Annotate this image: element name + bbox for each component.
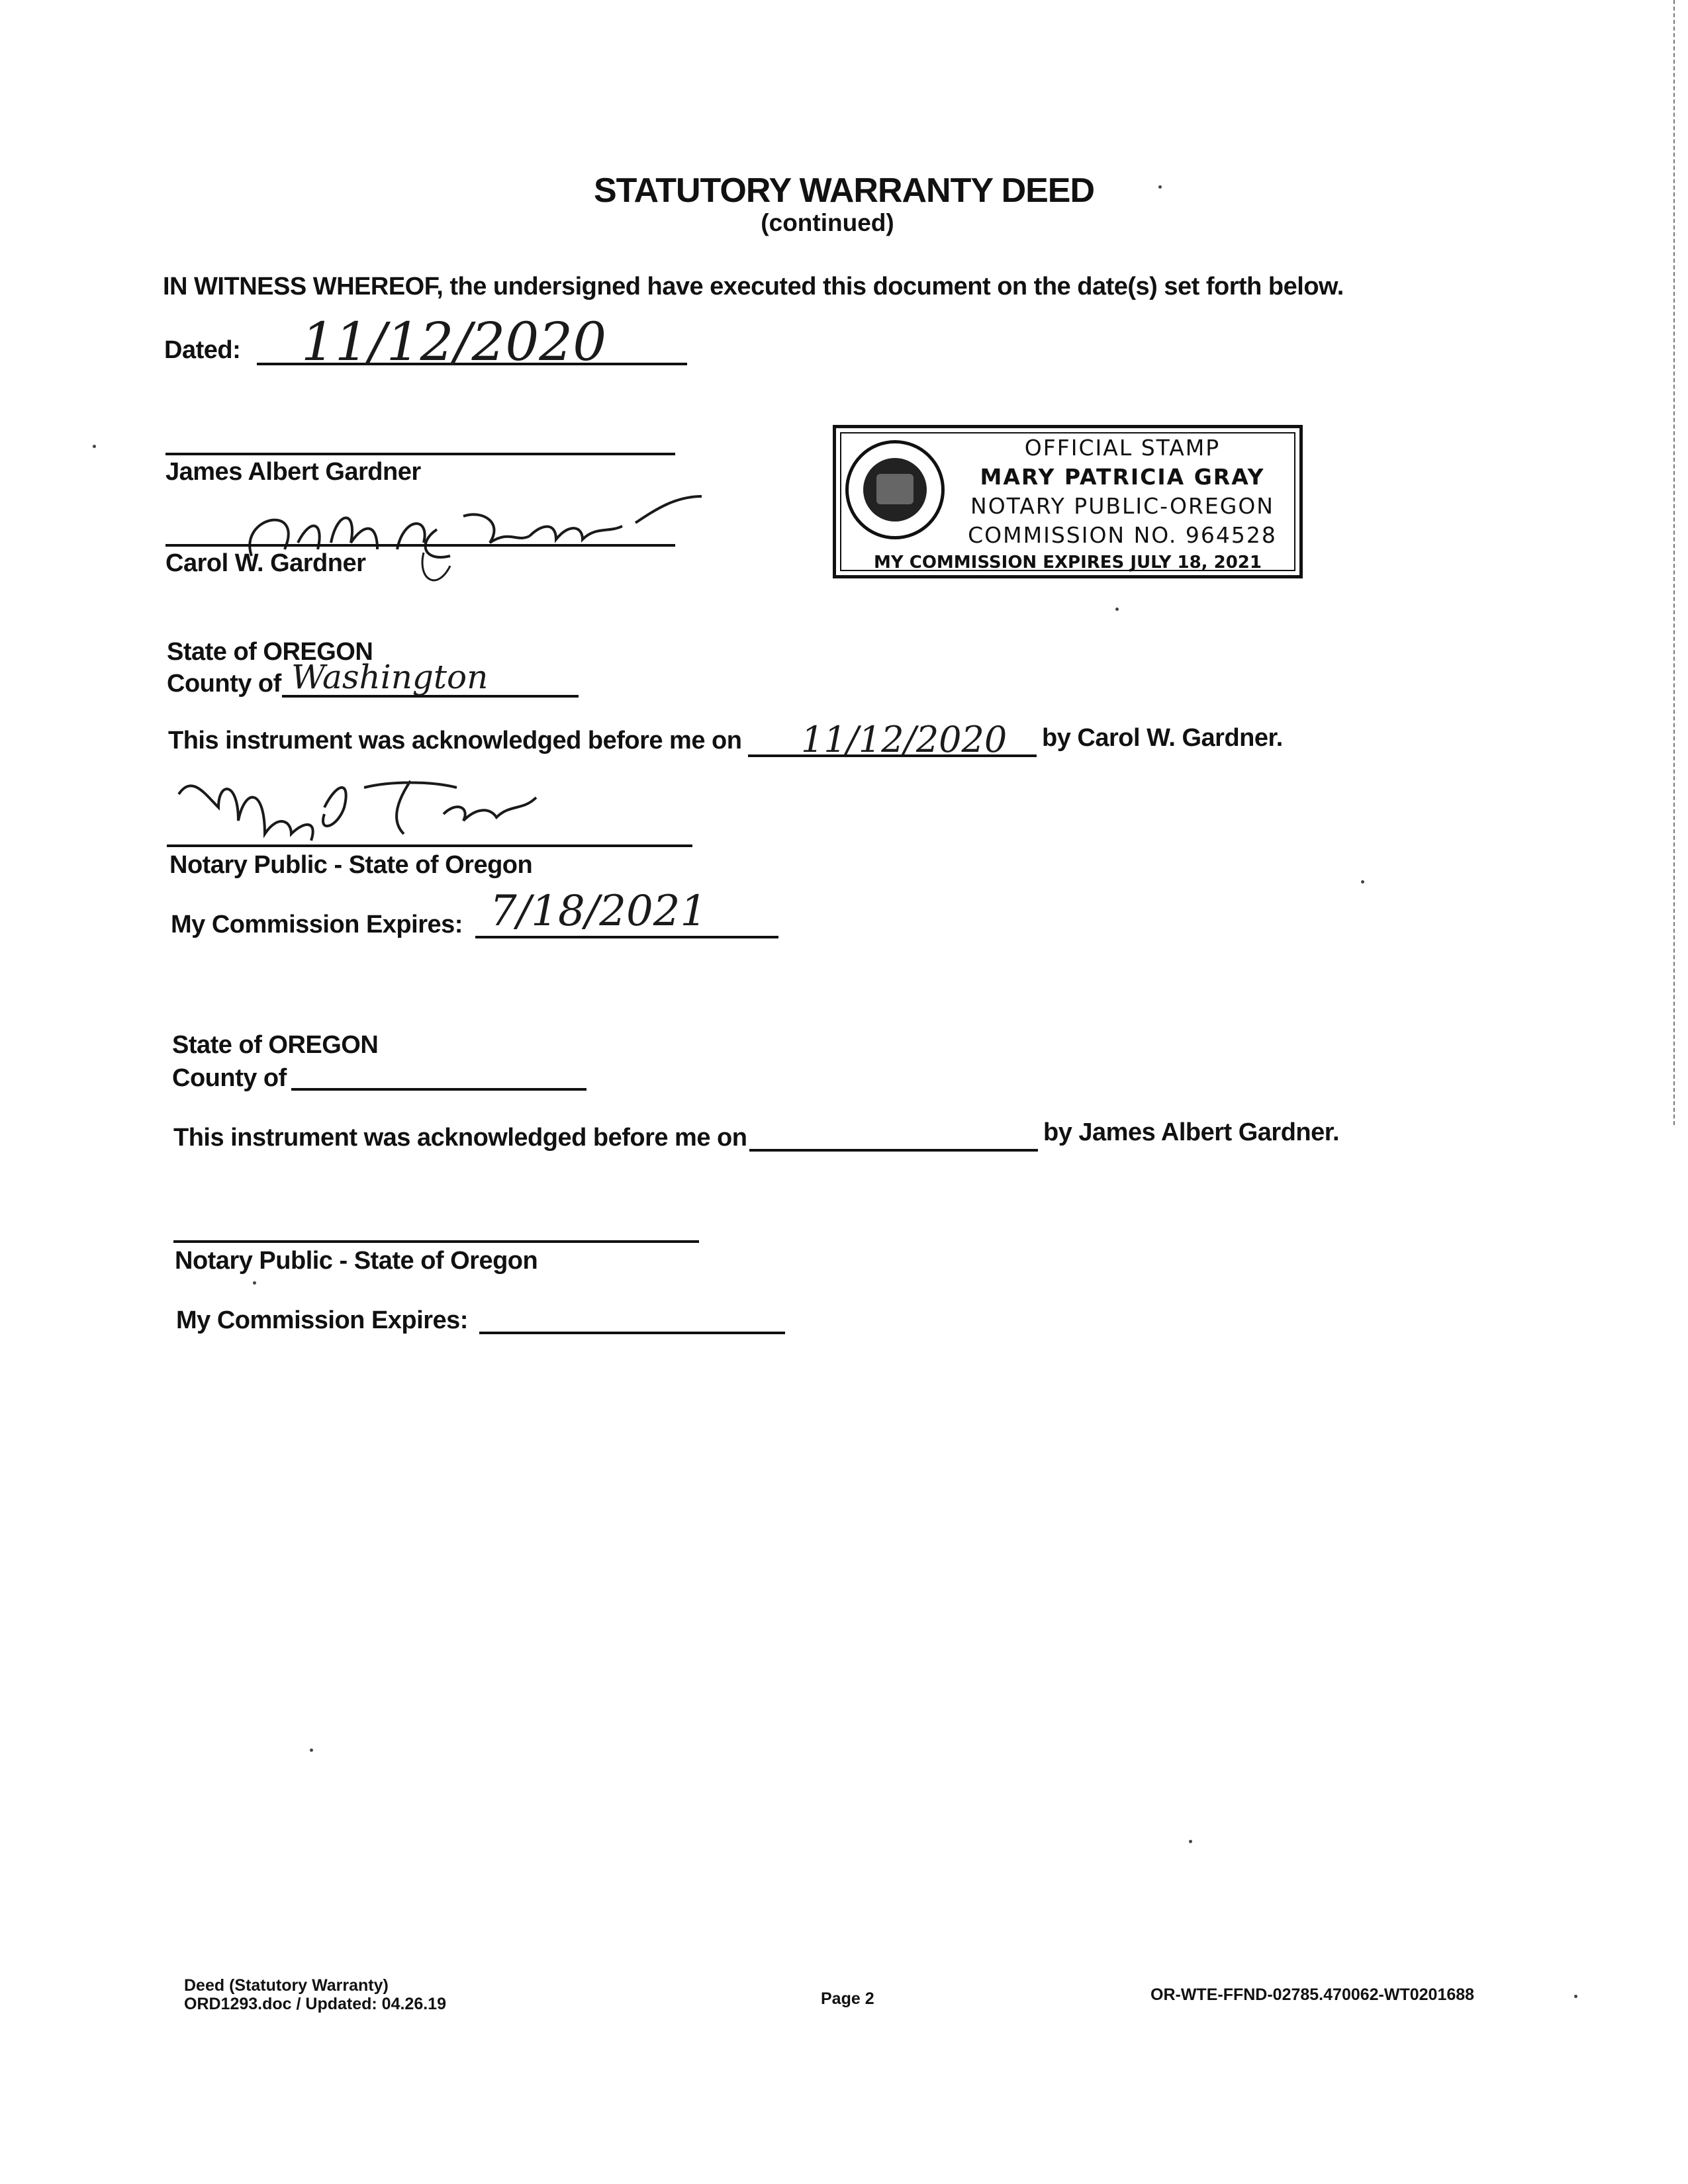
scan-speck bbox=[1574, 1995, 1577, 1998]
signer2-line bbox=[165, 544, 675, 547]
signer2-name: Carol W. Gardner bbox=[165, 549, 366, 577]
footer-form-line1: Deed (Statutory Warranty) bbox=[184, 1976, 389, 1995]
scan-speck bbox=[310, 1749, 313, 1752]
scan-speck bbox=[93, 445, 96, 448]
stamp-line-commission: COMMISSION NO. 964528 bbox=[968, 522, 1277, 548]
footer-order-ref: OR-WTE-FFND-02785.470062-WT0201688 bbox=[1150, 1985, 1475, 2004]
dated-label: Dated: bbox=[164, 336, 241, 364]
scan-speck bbox=[1158, 185, 1162, 189]
scan-speck bbox=[253, 1281, 256, 1285]
document-title: STATUTORY WARRANTY DEED bbox=[593, 171, 1095, 210]
seal-emblem bbox=[876, 474, 914, 504]
scan-speck bbox=[1361, 880, 1364, 884]
ack2-county-label: County of bbox=[172, 1064, 287, 1092]
notary2-line bbox=[173, 1240, 699, 1243]
footer-page-number: Page 2 bbox=[821, 1989, 874, 2008]
signer1-name: James Albert Gardner bbox=[165, 458, 421, 486]
ack2-date-line bbox=[749, 1149, 1038, 1152]
ack1-commission-line bbox=[475, 936, 778, 938]
notary1-label: Notary Public - State of Oregon bbox=[169, 851, 533, 879]
stamp-line-notary: NOTARY PUBLIC-OREGON bbox=[970, 493, 1274, 519]
signer1-line bbox=[165, 453, 675, 455]
scan-edge-line bbox=[1673, 0, 1675, 1125]
ack1-county-handwritten: Washington bbox=[291, 658, 489, 696]
notary2-label: Notary Public - State of Oregon bbox=[175, 1247, 538, 1275]
ack2-instrument-text: This instrument was acknowledged before me on bbox=[173, 1124, 747, 1152]
seal-center bbox=[863, 458, 927, 522]
notary1-line bbox=[167, 844, 692, 847]
scan-speck bbox=[1189, 1840, 1192, 1843]
witness-clause bbox=[163, 273, 1344, 301]
footer-form-line2: ORD1293.doc / Updated: 04.26.19 bbox=[184, 1995, 446, 2013]
stamp-text bbox=[952, 433, 1293, 550]
ack1-by-text: by Carol W. Gardner. bbox=[1042, 724, 1283, 752]
witness-text: the undersigned have executed this document on the date(s) set forth below. bbox=[449, 273, 1344, 300]
scan-speck bbox=[1115, 608, 1119, 611]
ack2-commission-line bbox=[479, 1332, 785, 1334]
dated-handwritten: 11/12/2020 bbox=[301, 311, 607, 373]
stamp-line-official: OFFICIAL STAMP bbox=[1024, 435, 1221, 461]
stamp-line-expires: MY COMMISSION EXPIRES JULY 18, 2021 bbox=[874, 553, 1262, 572]
oregon-seal-icon bbox=[845, 440, 945, 539]
ack2-state: State of OREGON bbox=[172, 1031, 379, 1059]
notary-stamp bbox=[833, 425, 1303, 578]
ack1-county-label: County of bbox=[167, 670, 281, 698]
ack2-commission-label: My Commission Expires: bbox=[176, 1306, 468, 1334]
ack1-instrument-text: This instrument was acknowledged before me on bbox=[168, 727, 742, 754]
ack1-commission-handwritten: 7/18/2021 bbox=[490, 887, 708, 936]
ack2-county-line bbox=[291, 1088, 586, 1091]
document-subtitle: (continued) bbox=[761, 209, 894, 236]
ack1-date-handwritten: 11/12/2020 bbox=[801, 719, 1008, 760]
witness-prefix: IN WITNESS WHEREOF, bbox=[163, 273, 444, 300]
ack2-by-text: by James Albert Gardner. bbox=[1043, 1118, 1340, 1146]
ack1-state: State of OREGON bbox=[167, 638, 373, 666]
ack1-commission-label: My Commission Expires: bbox=[171, 911, 463, 938]
stamp-line-name: MARY PATRICIA GRAY bbox=[980, 464, 1265, 490]
